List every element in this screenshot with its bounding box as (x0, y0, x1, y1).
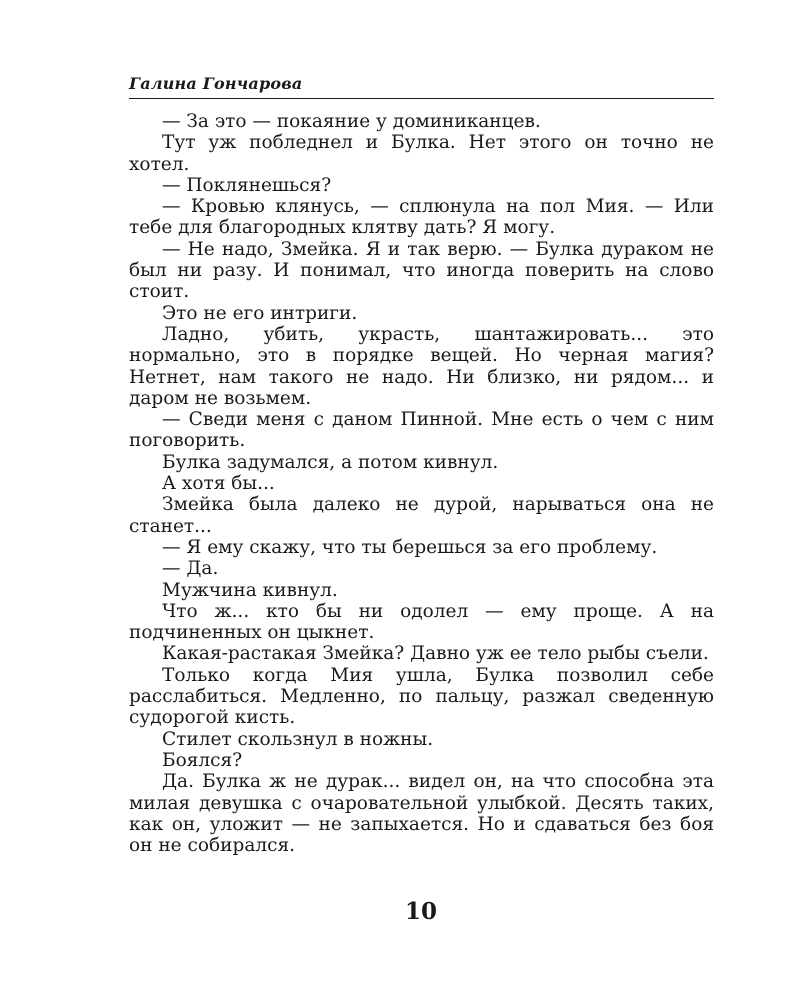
paragraph: — Я ему скажу, что ты берешься за его проблему. (162, 536, 658, 558)
paragraph: А хотя бы... (162, 473, 275, 495)
paragraph: Боялся? (162, 749, 243, 771)
paragraph: Змейка была далеко не дурой, нарываться она не станет... (129, 494, 714, 537)
author-name: Галина Гончарова (129, 74, 303, 93)
paragraph: Что ж... кто бы ни одолел — ему проще. А на подчиненных он цыкнет. (129, 600, 714, 644)
paragraph: Только когда Мия ушла, Булка позволил себе расслабиться. Медленно, по пальцу, разжал сведенную судорогой кисть. (129, 664, 714, 729)
paragraph: Мужчина кивнул. (162, 579, 338, 601)
paragraph: — Да. (162, 558, 219, 580)
paragraph: Тут уж побледнел и Булка. Нет этого он точно не хотел. (129, 132, 714, 175)
paragraph: Какая-растакая Змейка? Давно уж ее тело рыбы съели. (162, 643, 709, 665)
paragraph: Ладно, убить, украсть, шантажировать... это нормально, это в порядке вещей. Но черная магия? Нетнет, нам такого не надо. Ни близко, ни рядом... и даром не возьмем. (129, 323, 714, 409)
paragraph: Да. Булка ж не дурак... видел он, на что способна эта милая девушка с очаровательной улыбкой. Десять таких, как он, уложит — не запыхается. Но и сдаваться без боя он не собирался. (129, 771, 714, 857)
paragraph: — Сведи меня с даном Пинной. Мне есть о чем с ним поговорить. (129, 409, 714, 452)
page-number: 10 (404, 898, 437, 925)
paragraph: Булка задумался, а потом кивнул. (162, 451, 499, 473)
paragraph: — Не надо, Змейка. Я и так верю. — Булка дураком не был ни разу. И понимал, что иногда поверить на слово стоит. (129, 238, 714, 303)
paragraph: Это не его интриги. (162, 302, 358, 324)
paragraph: — Поклянешься? (162, 174, 332, 196)
paragraph: Стилет скользнул в ножны. (162, 728, 434, 750)
paragraph: — Кровью клянусь, — сплюнула на пол Мия. — Или тебе для благородных клятву дать? Я могу. (129, 196, 714, 239)
running-header (129, 72, 714, 99)
paragraph: — За это — покаяние у доминиканцев. (162, 111, 541, 132)
body-text (129, 111, 714, 856)
